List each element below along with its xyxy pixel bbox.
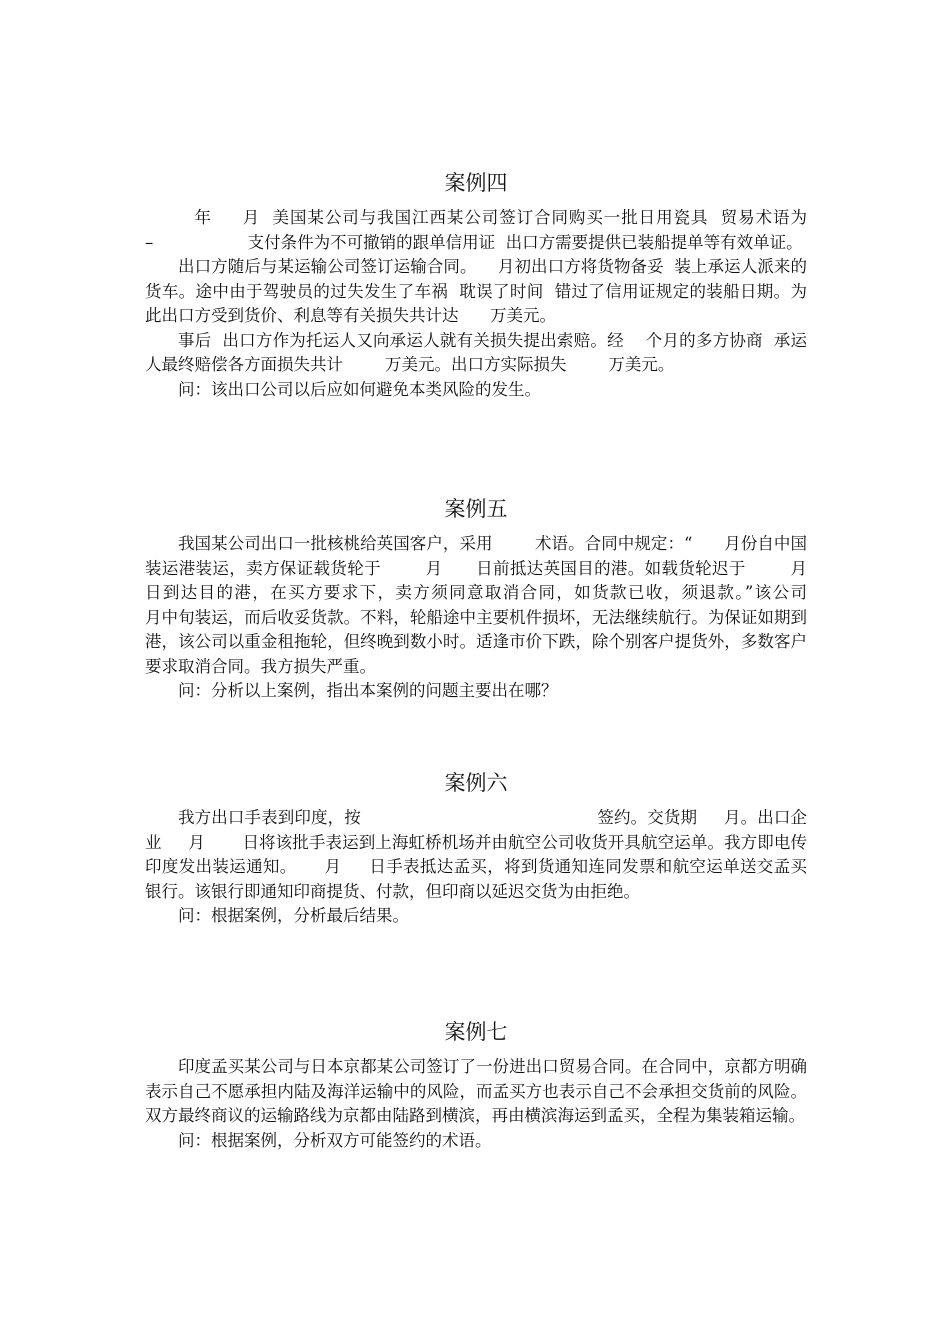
paragraph: 印度孟买某公司与日本京都某公司签订了一份进出口贸易合同。在合同中，京都方明确表示自己不愿承担内陆及海洋运输中的风险，而孟买方也表示自己不会承担交货前的风险。双方最终商议的运输路线为京都由陆路到横滨，再由横滨海运到孟买，全程为集装箱运输。 (145, 1057, 807, 1125)
case-five (145, 494, 849, 704)
case-four (145, 168, 902, 402)
question-paragraph: 问：分析以上案例，指出本案例的问题主要出在哪？ (178, 681, 558, 700)
case-title: 案例六 (444, 771, 508, 795)
paragraph: 事后 出口方作为托运人又向承运人就有关损失提出索赔。经 个月的多方协商 承运人最终赔偿各方面损失共计 万美元。出口方实际损失 万美元。 (145, 330, 807, 374)
case-seven (145, 1017, 807, 1153)
case-title: 案例七 (444, 1020, 508, 1044)
question-paragraph: 问：根据案例，分析双方可能签约的术语。 (178, 1130, 492, 1150)
paragraph: 我方出口手表到印度，按 签约。交货期 月。出口企业 月 日将该批手表运到上海虹桥机场并由航空公司收货开具航空运单。我方即电传印度发出装运通知。 月 日手表抵达孟买，将到货通知连同发票和航空运单送交孟买 银行。该银行即通知印商提货、付款，但印商以延迟交货为由拒绝。 (145, 808, 849, 901)
question-paragraph: 问：该出口公司以后应如何避免本类风险的发生。 (178, 379, 541, 399)
paragraph: 年 月 美国某公司与我国江西某公司签订合同购买一批日用瓷具 贸易术语为 – 支付条件为不可撤销的跟单信用证 出口方需要提供已装船提单等有效单证。 (145, 208, 902, 252)
question-paragraph: 问：根据案例，分析最后结果。 (178, 906, 409, 925)
case-six (145, 768, 849, 929)
paragraph: 我国某公司出口一批核桃给英国客户，采用 术语。合同中规定：“ 月份自中国装运港装运，卖方保证载货轮于 月 日前抵达英国目的港。如载货轮迟于 月 日到达目的港，在买方要求下，卖方须同意取消合同，如货款已收，须退款。”该公司 月中旬装运，而后收妥货款。不料，轮船途中主要机件损坏，无法继续航行。为保证如期到港，该公司以重金租拖轮，但终晚到数小时。适逢市价下跌，除个别客户提货外，多数客户要求取消合同。我方损失严重。 (145, 534, 849, 676)
case-title: 案例五 (444, 497, 508, 521)
case-title: 案例四 (444, 171, 508, 195)
paragraph: 出口方随后与某运输公司签订运输合同。 月初出口方将货物备妥 装上承运人派来的货车。途中由于驾驶员的过失发生了车祸 耽误了时间 错过了信用证规定的装船日期。为此出口方受到货价、利息等有关损失共计达 万美元。 (145, 257, 807, 325)
